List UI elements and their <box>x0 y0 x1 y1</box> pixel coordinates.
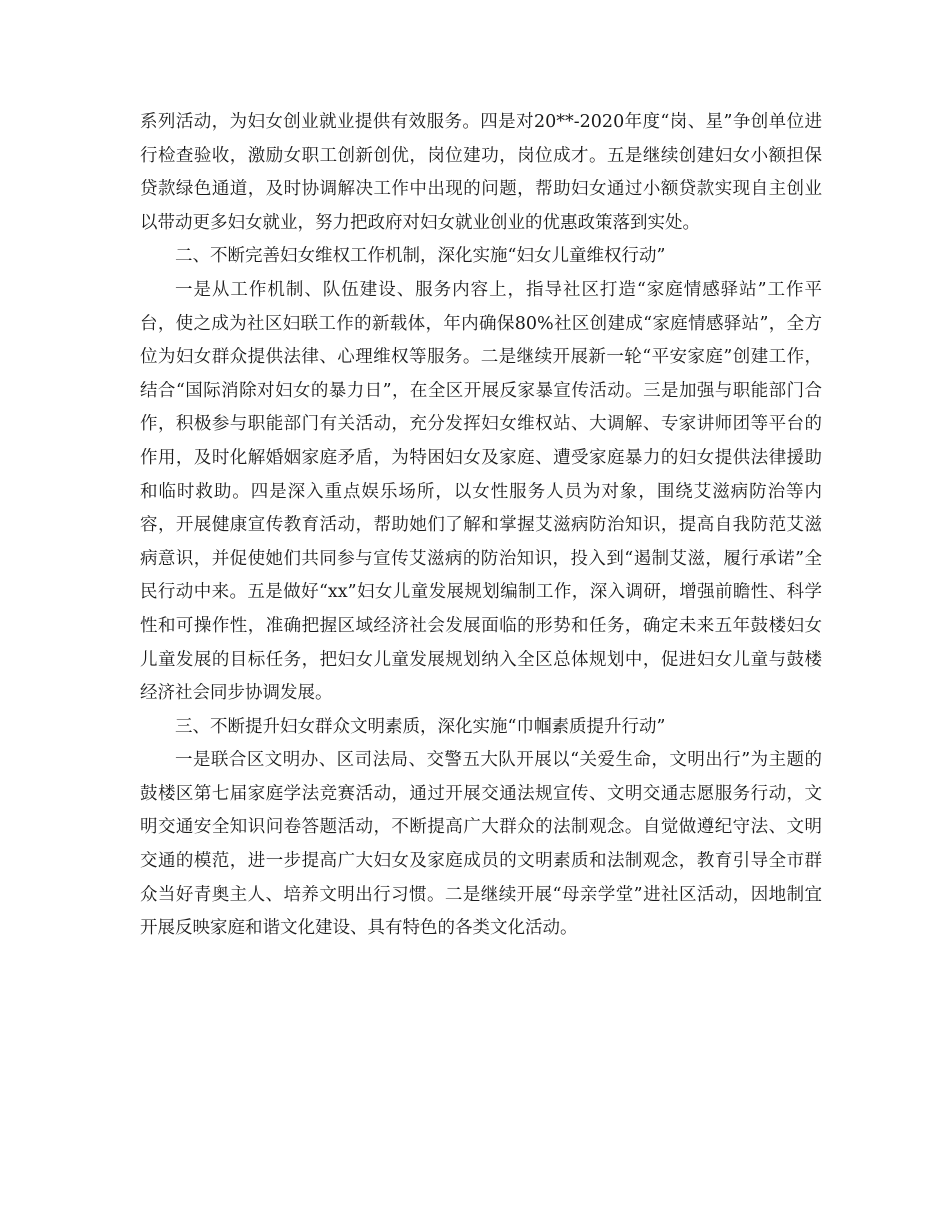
document-page <box>140 106 822 946</box>
section-heading-2: 二、不断完善妇女维权工作机制，深化实施“妇女儿童维权行动” <box>175 246 666 267</box>
paragraph-section-2-body: 一是从工作机制、队伍建设、服务内容上，指导社区打造“家庭情感驿站”工作平台，使之成为社区妇联工作的新载体，年内确保80%社区创建成“家庭情感驿站”，全方位为妇女群众提供法律、心理维权等服务。二是继续开展新一轮“平安家庭”创建工作，结合“国际消除对妇女的暴力日”，在全区开展反家暴宣传活动。三是加强与职能部门合作，积极参与职能部门有关活动，充分发挥妇女维权站、大调解、专家讲师团等平台的作用，及时化解婚姻家庭矛盾，为特困妇女及家庭、遭受家庭暴力的妇女提供法律援助和临时救助。四是深入重点娱乐场所，以女性服务人员为对象，围绕艾滋病防治等内容，开展健康宣传教育活动，帮助她们了解和掌握艾滋病防治知识，提高自我防范艾滋病意识，并促使她们共同参与宣传艾滋病的防治知识，投入到“遏制艾滋，履行承诺”全民行动中来。五是做好“xx”妇女儿童发展规划编制工作，深入调研，增强前瞻性、科学性和可操作性，准确把握区域经济社会发展面临的形势和任务，确定未来五年鼓楼妇女儿童发展的目标任务，把妇女儿童发展规划纳入全区总体规划中，促进妇女儿童与鼓楼经济社会同步协调发展。 <box>140 279 822 704</box>
paragraph-continuation: 系列活动，为妇女创业就业提供有效服务。四是对20**-2020年度“岗、星”争创单位进行检查验收，激励女职工创新创优，岗位建功，岗位成才。五是继续创建妇女小额担保贷款绿色通道，及时协调解决工作中出现的问题，帮助妇女通过小额贷款实现自主创业以带动更多妇女就业，努力把政府对妇女就业创业的优惠政策落到实处。 <box>140 112 822 233</box>
section-heading-3: 三、不断提升妇女群众文明素质，深化实施“巾帼素质提升行动” <box>175 716 666 737</box>
paragraph-section-3-body: 一是联合区文明办、区司法局、交警五大队开展以“关爱生命，文明出行”为主题的鼓楼区第七届家庭学法竞赛活动，通过开展交通法规宣传、文明交通志愿服务行动，文明交通安全知识问卷答题活动，不断提高广大群众的法制观念。自觉做遵纪守法、文明交通的模范，进一步提高广大妇女及家庭成员的文明素质和法制观念，教育引导全市群众当好青奥主人、培养文明出行习惯。二是继续开展“母亲学堂”进社区活动，因地制宜开展反映家庭和谐文化建设、具有特色的各类文化活动。 <box>140 750 822 939</box>
